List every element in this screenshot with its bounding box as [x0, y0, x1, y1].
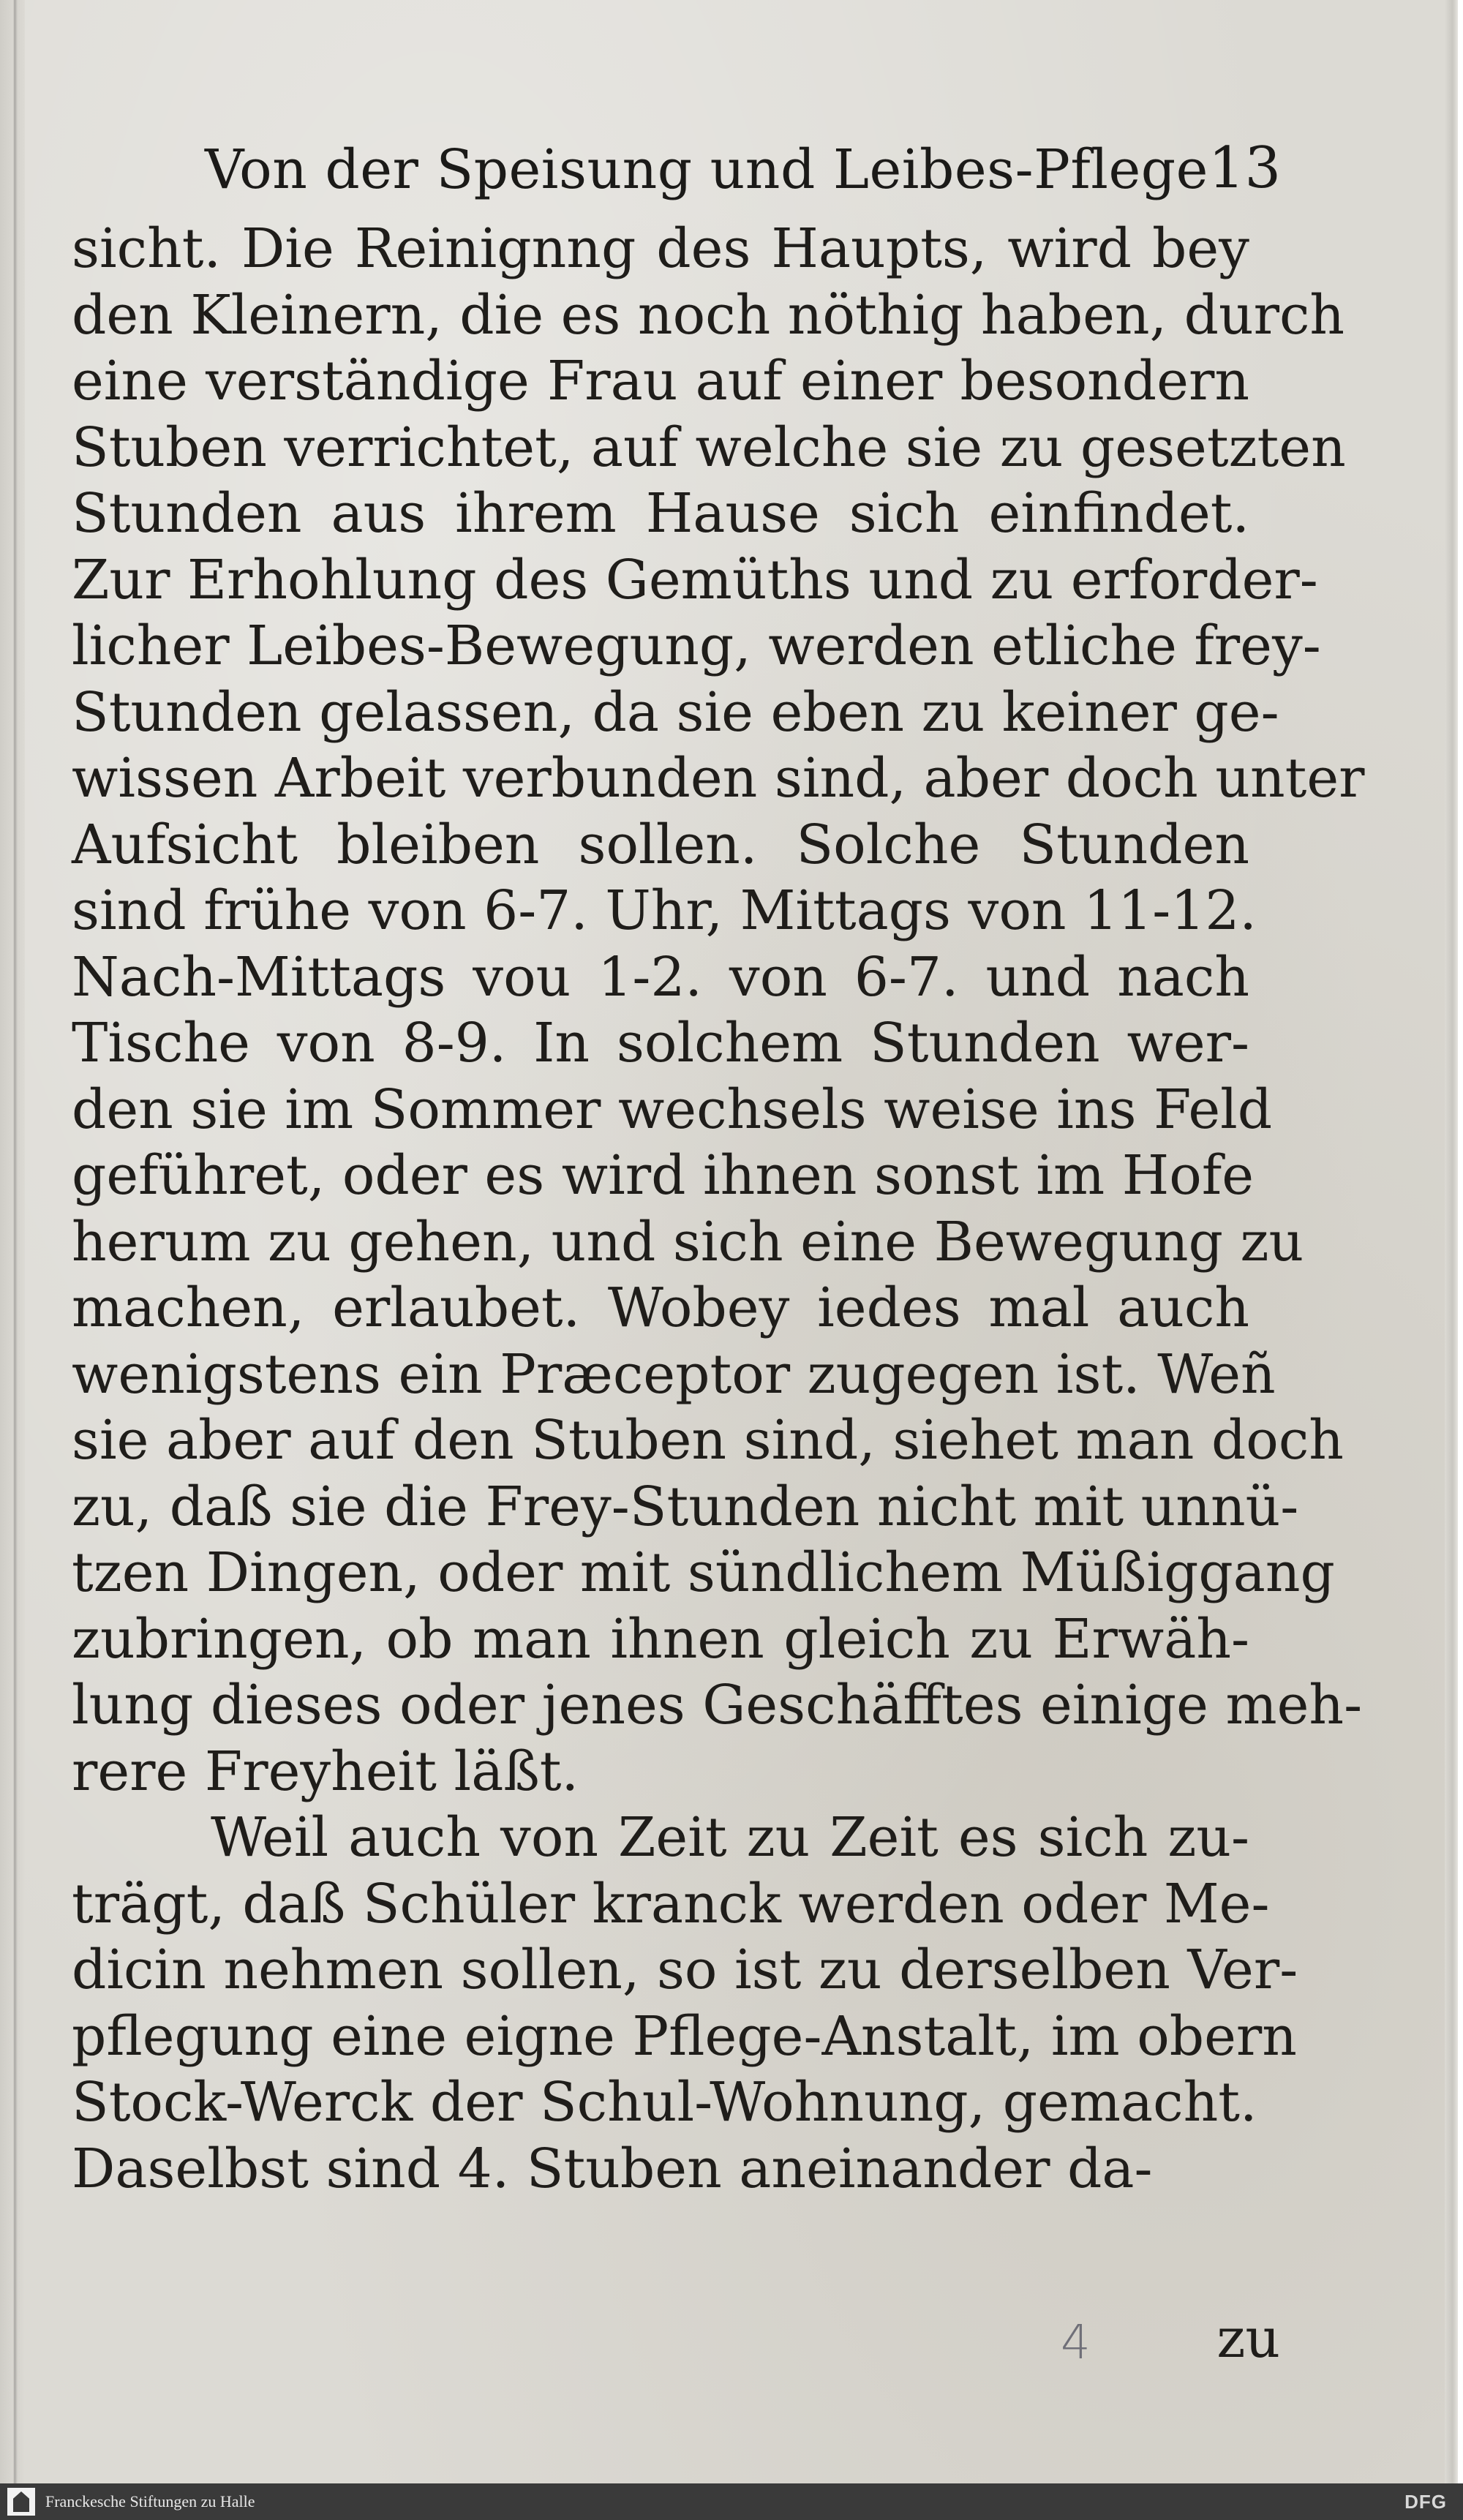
text-line: tzen Dingen, oder mit sündlichem Müßiggang: [72, 1541, 1335, 1604]
text-line: Nach-Mittags vou 1-2. von 6-7. und nach: [72, 945, 1249, 1009]
text-line: Zur Erhohlung des Gemüths und zu erforder-: [72, 548, 1318, 612]
text-line: Aufsicht bleiben sollen. Solche Stunden: [72, 813, 1249, 876]
text-line: rere Freyheit läßt.: [72, 1739, 579, 1803]
text-line: Daselbst sind 4. Stuben aneinander da-: [72, 2137, 1153, 2200]
text-line: Weil auch von Zeit zu Zeit es sich zu-: [211, 1806, 1249, 1869]
catchword-row: [1061, 2290, 1280, 2370]
text-line: zu, daß sie die Frey-Stunden nicht mit unnü-: [72, 1475, 1299, 1538]
text-line: sicht. Die Reinignng des Haupts, wird bey: [72, 217, 1249, 280]
text-line: pflegung eine eigne Pflege-Anstalt, im obern: [72, 2004, 1297, 2068]
text-line: eine verständige Frau auf einer besondern: [72, 350, 1249, 413]
footer-left: [0, 2488, 255, 2516]
institution-logo-icon: [7, 2488, 35, 2516]
text-line: wissen Arbeit verbunden sind, aber doch unter: [72, 747, 1365, 810]
text-line: herum zu gehen, und sich eine Bewegung zu: [72, 1210, 1304, 1274]
dfg-logo: DFG: [1404, 2490, 1447, 2513]
text-line: den sie im Sommer wechsels weise ins Feld: [72, 1077, 1273, 1141]
page-left-edge: [0, 0, 25, 2483]
page-right-edge: [1445, 0, 1458, 2483]
page-number: 13: [1208, 135, 1282, 201]
text-line: machen, erlaubet. Wobey iedes mal auch: [72, 1276, 1249, 1339]
text-line: lung dieses oder jenes Geschäfftes einige meh-: [72, 1674, 1363, 1737]
text-line: Stock-Werck der Schul-Wohnung, gemacht.: [72, 2071, 1257, 2134]
text-line: sie aber auf den Stuben sind, siehet man doch: [72, 1409, 1344, 1472]
institution-name: Franckesche Stiftungen zu Halle: [45, 2492, 255, 2510]
text-line: sind frühe von 6-7. Uhr, Mittags von 11-12.: [72, 879, 1257, 942]
text-line: geführet, oder es wird ihnen sonst im Hofe: [72, 1144, 1255, 1207]
text-line: Stunden gelassen, da sie eben zu keiner ge-: [72, 680, 1279, 744]
text-line: Tische von 8-9. In solchem Stunden wer-: [72, 1012, 1249, 1075]
page-header: [205, 121, 1282, 201]
footer-bar: [0, 2483, 1463, 2520]
text-line: trägt, daß Schüler kranck werden oder Me-: [72, 1872, 1270, 1936]
text-line: licher Leibes-Bewegung, werden etliche frey-: [72, 614, 1321, 677]
text-line: Stunden aus ihrem Hause sich einfindet.: [72, 482, 1249, 545]
running-head: Von der Speisung und Leibes-Pflege: [205, 138, 1208, 201]
text-line: wenigstens ein Præceptor zugegen ist. Weñ: [72, 1342, 1276, 1406]
body-text: [72, 216, 1365, 2202]
catchword: zu: [1216, 2307, 1280, 2370]
text-line: zubringen, ob man ihnen gleich zu Erwäh-: [72, 1607, 1249, 1671]
pencil-mark: 4: [1061, 2316, 1091, 2370]
text-line: Stuben verrichtet, auf welche sie zu gesetzten: [72, 415, 1346, 479]
text-line: den Kleinern, die es noch nöthig haben, durch: [72, 283, 1345, 347]
text-line: dicin nehmen sollen, so ist zu derselben Ver-: [72, 1938, 1298, 2001]
